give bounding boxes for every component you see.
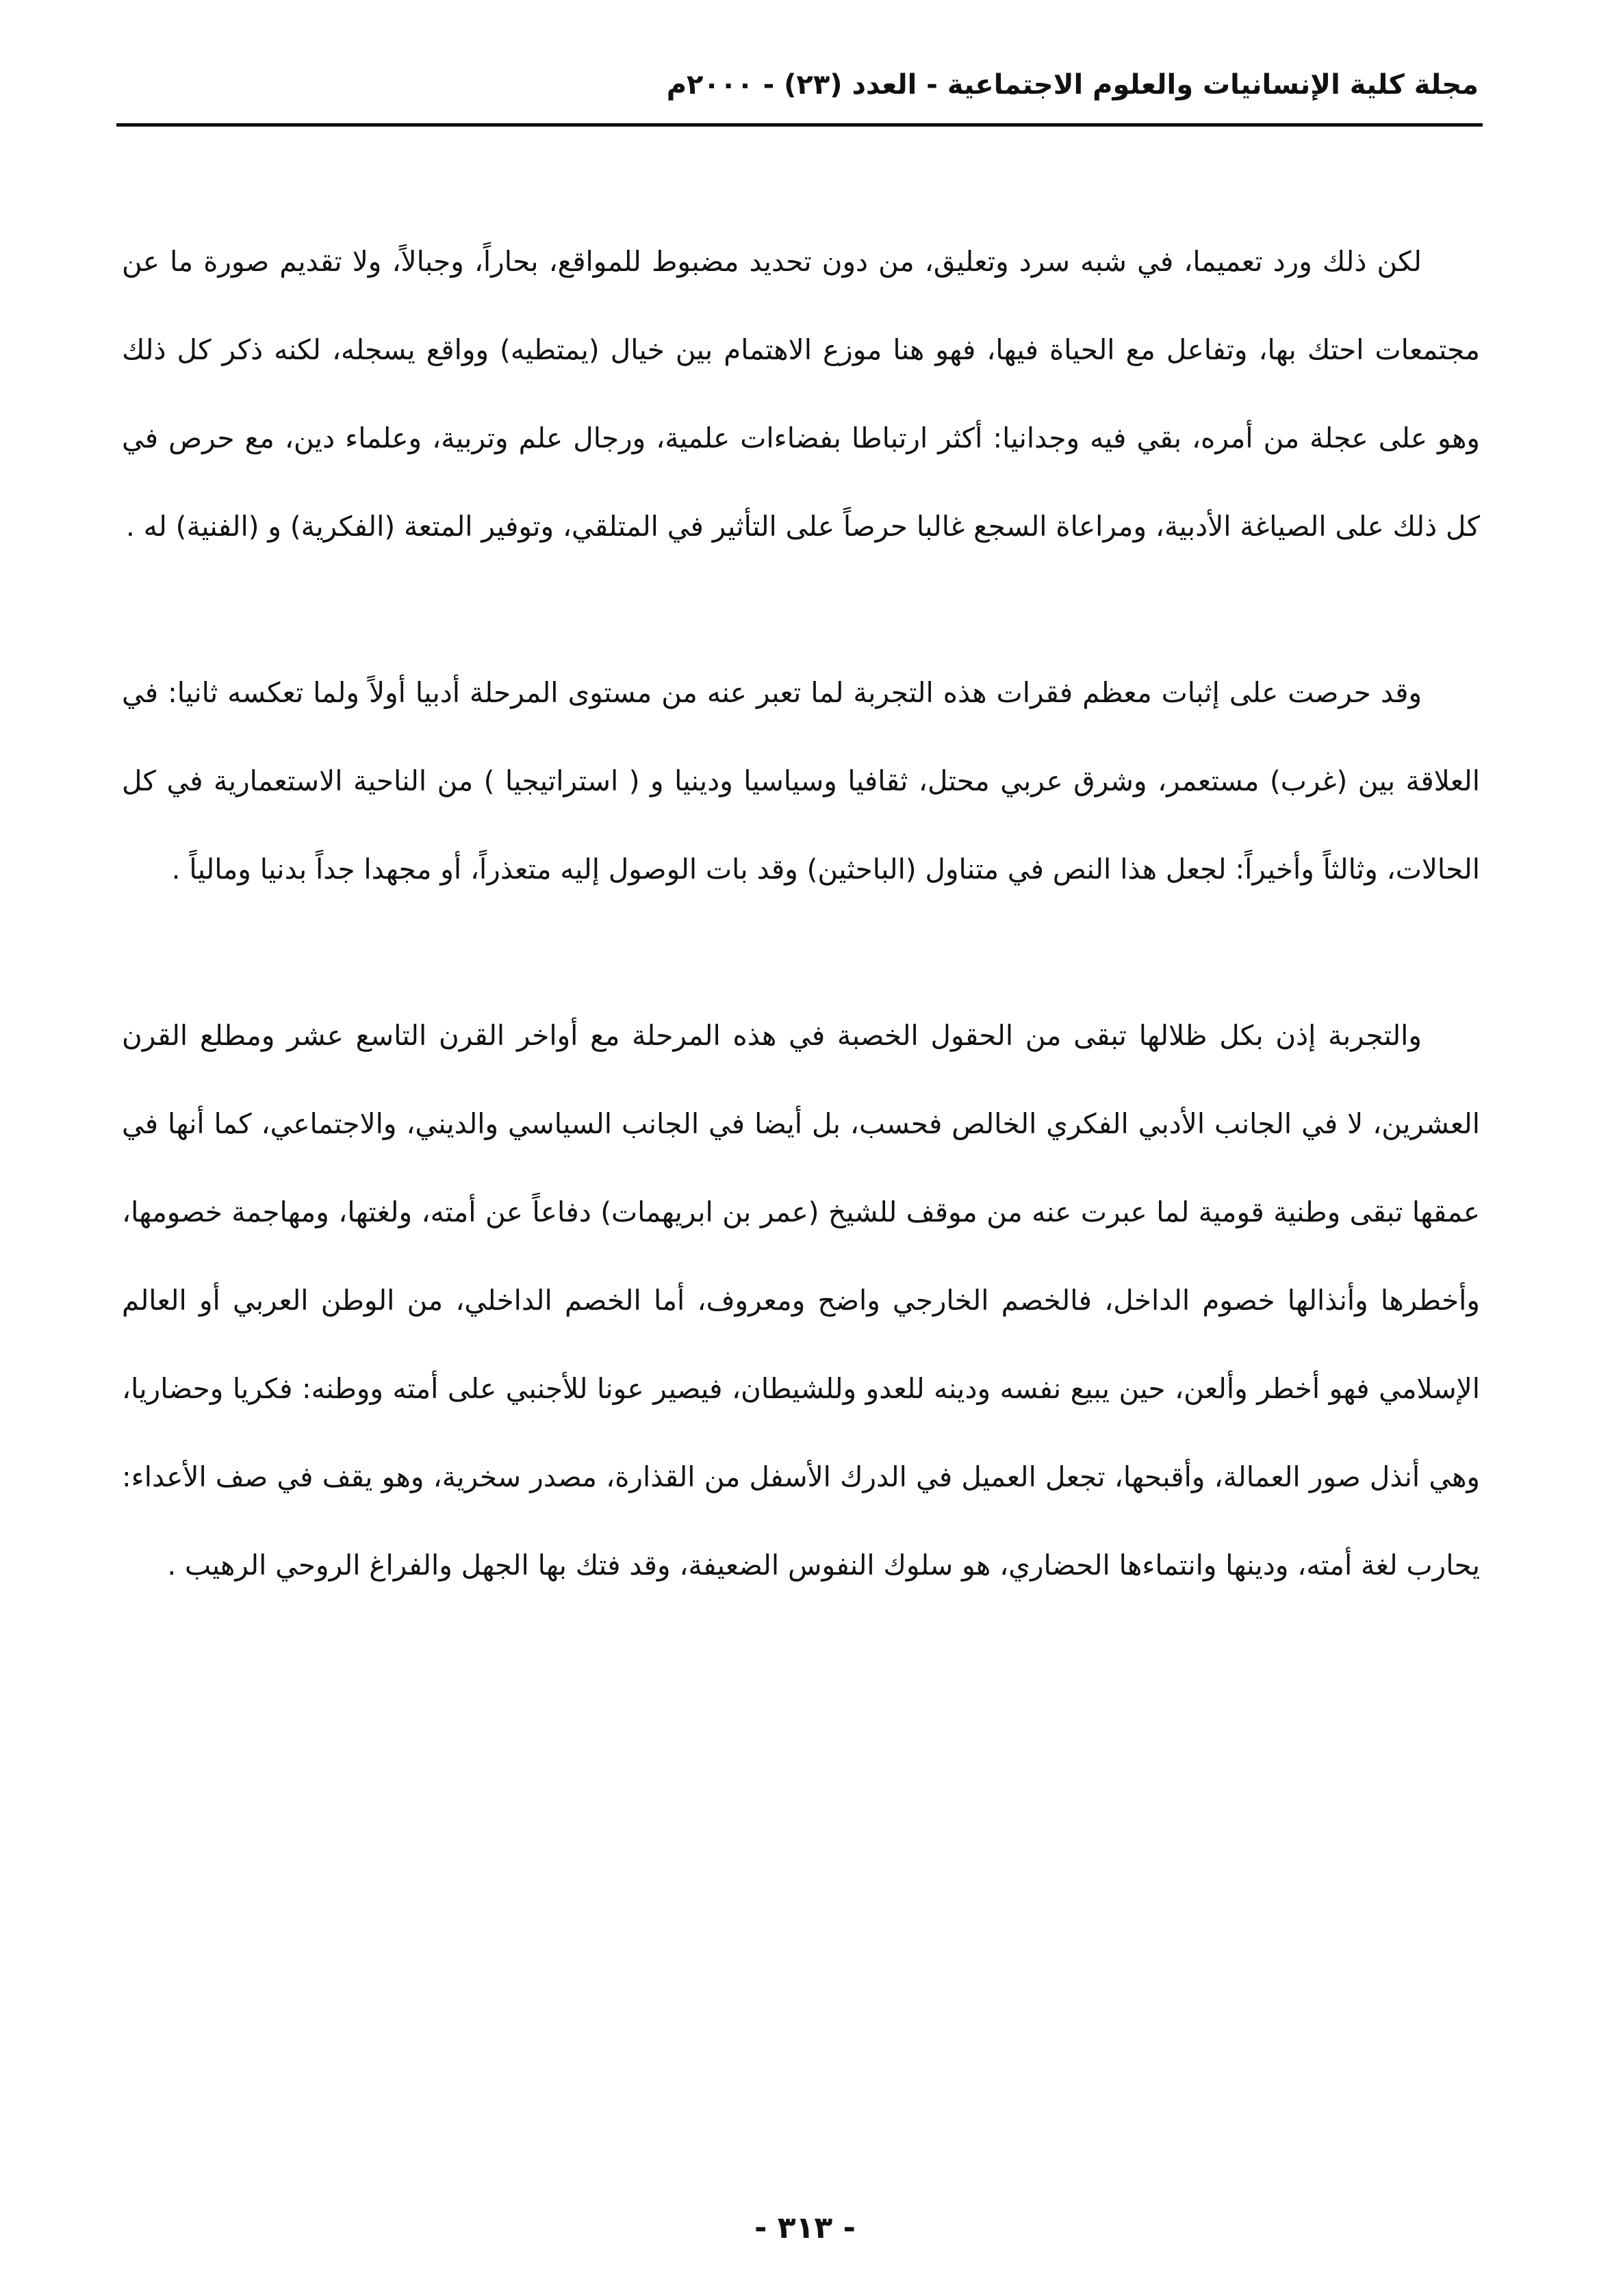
- page-number: - ٣١٣ -: [754, 2210, 856, 2245]
- journal-header: مجلة كلية الإنسانيات والعلوم الاجتماعية - العدد (٢٣) - ٢٠٠٠م: [666, 69, 1479, 101]
- header-divider: [116, 123, 1483, 127]
- paragraph-3: والتجربة إذن بكل ظلالها تبقى من الحقول الخصبة في هذه المرحلة مع أواخر القرن التاسع عشر ومطلع القرن العشرين، لا في الجانب الأدبي الفكري الخالص فحسب، بل أيضا في الجانب السياسي والديني، والاجتماعي، كما أنها في عمقها تبقى وطنية قومية لما عبرت عنه من موقف للشيخ (عمر بن ابريهمات) دفاعاً عن أمته، ولغتها، ومهاجمة خصومها، وأخطرها وأنذالها خصوم الداخل، فالخصم الخارجي واضح ومعروف، أما الخصم الداخلي، من الوطن العربي أو العالم الإسلامي فهو أخطر وألعن، حين يبيع نفسه ودينه للعدو وللشيطان، فيصير عونا للأجنبي على أمته ووطنه: فكريا وحضاريا، وهي أنذل صور العمالة، وأقبحها، تجعل العميل في الدرك الأسفل من القذارة، مصدر سخرية، وهو يقف في صف الأعداء: يحارب لغة أمته، ودينها وانتماءها الحضاري، هو سلوك النفوس الضعيفة، وقد فتك بها الجهل والفراغ الروحي الرهيب .: [122, 1019, 1480, 1582]
- paragraph-1: لكن ذلك ورد تعميما، في شبه سرد وتعليق، من دون تحديد مضبوط للمواقع، بحاراً، وجبالاً، ولا تقديم صورة ما عن مجتمعات احتك بها، وتفاعل مع الحياة فيها، فهو هنا موزع الاهتمام بين خيال (يمتطيه) وواقع يسجله، لكنه ذكر كل ذلك وهو على عجلة من أمره، بقي فيه وجدانيا: أكثر ارتباطا بفضاءات علمية، ورجال علم وتربية، وعلماء دين، مع حرص في كل ذلك على الصياغة الأدبية، ومراعاة السجع غالبا حرصاً على التأثير في المتلقي، وتوفير المتعة (الفكرية) و (الفنية) له .: [122, 245, 1480, 543]
- paragraph-2: وقد حرصت على إثبات معظم فقرات هذه التجربة لما تعبر عنه من مستوى المرحلة أدبيا أولاً ولما تعكسه ثانيا: في العلاقة بين (غرب) مستعمر، وشرق عربي محتل، ثقافيا وسياسيا ودينيا و ( استراتيجيا ) من الناحية الاستعمارية في كل الحالات، وثالثاً وأخيراً: لجعل هذا النص في متناول (الباحثين) وقد بات الوصول إليه متعذراً، أو مجهدا جداً بدنيا ومالياً .: [122, 676, 1480, 886]
- article-body: [122, 218, 1480, 1610]
